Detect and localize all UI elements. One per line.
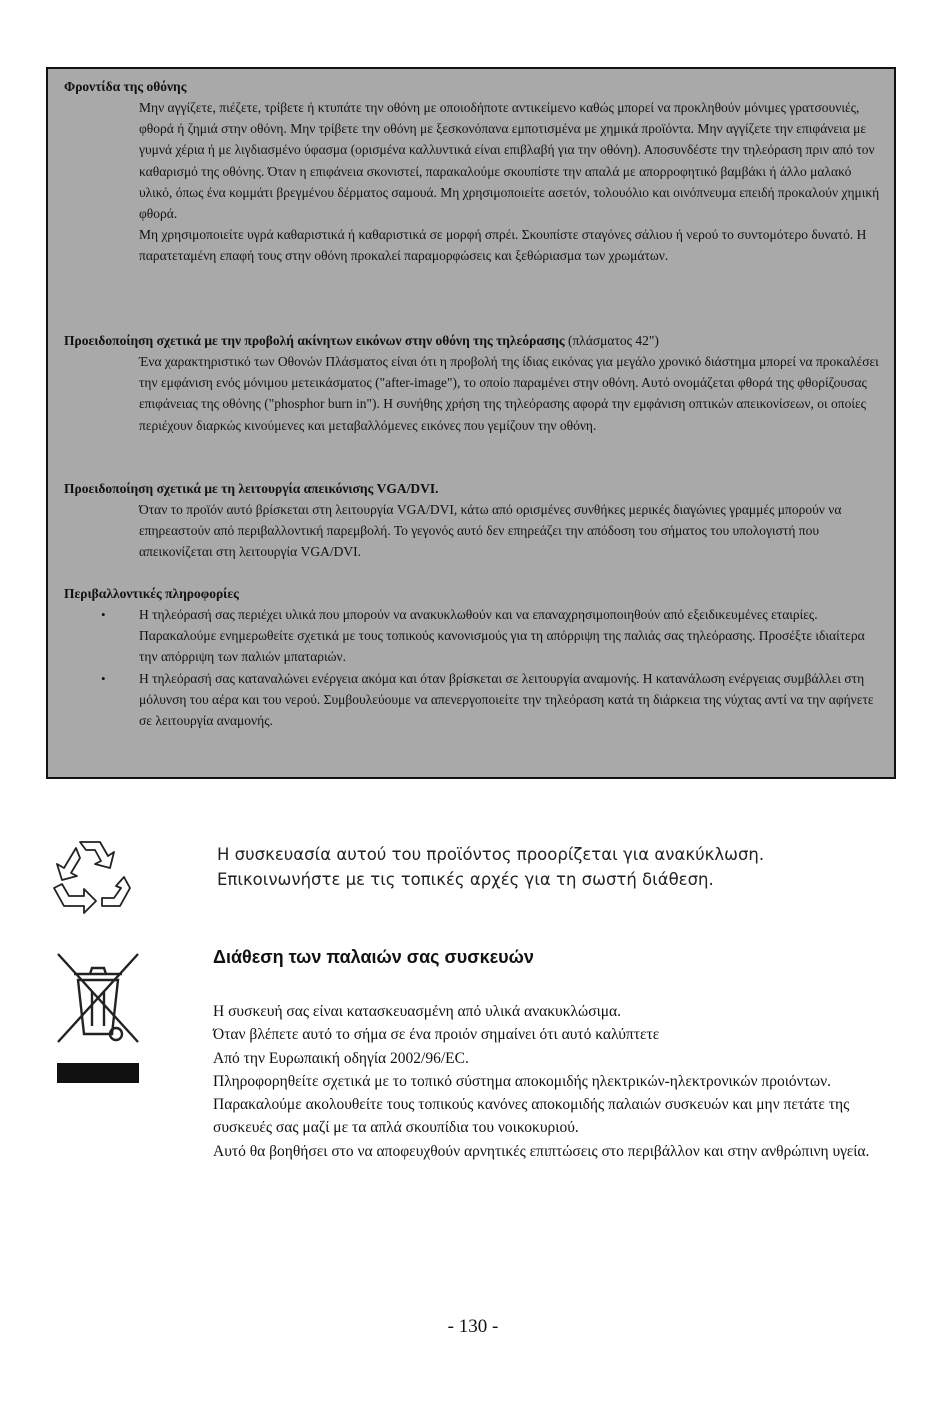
vga-dvi-title: Προειδοποίηση σχετικά με τη λειτουργία απεικόνισης VGA/DVI. [64,481,439,496]
disposal-line-6: Αυτό θα βοηθήσει στο να αποφευχθούν αρνητικές επιπτώσεις στο περιβάλλον και στην ανθρώπινη υγεία. [213,1142,870,1160]
environment-bullet-1: Η τηλεόρασή σας περιέχει υλικά που μπορούν να ανακυκλωθούν και να επαναχρησιμοποιηθούν από εξειδικευμένες εταιρίες. Παρακαλούμε ενημερωθείτε σχετικά με τους τοπικούς κανονισμούς για τη απόρριψη της παλιάς σας τηλεόρασης. Προσέξτε ιδιαίτερα την απόρριψη των παλιών μπαταριών. [139,607,865,665]
screen-care-paragraph-1: Μην αγγίζετε, πιέζετε, τρίβετε ή κτυπάτε την οθόνη με οποιοδήποτε αντικείμενο καθώς μπορεί να προκληθούν μόνιμες γρατσουνιές, φθορά ή ζημιά στην οθόνη. Μην τρίβετε την οθόνη με ξεσκονόπανα εμποτισμένα με χημικά προϊόντα. Μην αγγίζετε την επιφάνεια με γυμνά χέρια ή με λιγδιασμένο ύφασμα (ορισμένα καλλυντικά είναι επιβλαβή για την οθόνη). Αποσυνδέστε την τηλεόραση πριν από τον καθαρισμό της οθόνης. Όταν η επιφάνεια σκονιστεί, παρακαλούμε σκουπίστε την απαλά με απορροφητικό βαμβάκι ή άλλο μαλακό υλικό, όπως ένα κομμάτι βρεγμένου δέρματος σαμουά. Μη χρησιμοποιείτε ασετόν, τολουόλιο και οινόπνευμα επειδή προκαλούν χημική φθορά. [139,100,880,222]
crossed-bin-icon [52,950,142,1085]
disposal-title: Διάθεση των παλαιών σας συσκευών [213,947,534,967]
disposal-line-1: Η συσκευή σας είναι κατασκευασμένη από υλικά ανακυκλώσιμα. [213,1003,622,1020]
disposal-line-4: Πληροφορηθείτε σχετικά με το τοπικό σύστημα αποκομιδής ηλεκτρικών-ηλεκτρονικών προιόντων. [213,1072,831,1090]
disposal-line-5: Παρακαλούμε ακολουθείτε τους τοπικούς κανόνες αποκομιδής παλαιών συσκευών και μην πετάτε της συσκευές σας μαζί με τα απλά σκουπίδια του νοικοκυριού. [213,1096,850,1137]
screen-care-section [64,77,884,267]
recycle-icon [50,836,132,916]
page-number: - 130 - [447,1316,499,1337]
static-images-title [64,331,884,351]
screen-care-title: Φροντίδα της οθόνης [64,79,187,94]
screen-care-paragraph-2: Μη χρησιμοποιείτε υγρά καθαριστικά ή καθαριστικά σε μορφή σπρέι. Σκουπίστε σταγόνες σάλιου ή νερού το συντομότερο δυνατό. Η παρατεταμένη επαφή τους στην οθόνη προκαλεί παραμορφώσεις και ξεθώριασμα των χρωμάτων. [139,227,867,264]
notice-box [46,67,896,779]
bullet-icon: • [101,670,106,686]
vga-dvi-paragraph: Όταν το προϊόν αυτό βρίσκεται στη λειτουργία VGA/DVI, κάτω από ορισμένες συνθήκες μερικές διαγώνιες γραμμές μπορούν να επηρεαστούν από περιβαλλοντική παρεμβολή. Το γεγονός αυτό δεν επηρεάζει την απόδοση του σήματος του υπολογιστή που απεικονίζεται στη λειτουργία VGA/DVI. [139,502,842,560]
disposal-body [213,1000,903,1163]
list-item [101,668,884,732]
static-images-title-suffix: (πλάσματος 42") [567,333,659,348]
recycling-line-2: Επικοινωνήστε με τις τοπικές αρχές για τη σωστή διάθεση. [217,870,714,889]
disposal-line-2: Όταν βλέπετε αυτό το σήμα σε ένα προιόν σημαίνει ότι αυτό καλύπτετε [213,1026,660,1044]
disposal-line-3: Από την Ευρωπαική οδηγία 2002/96/EC. [213,1049,469,1067]
static-images-title-text: Προειδοποίηση σχετικά με την προβολή ακίνητων εικόνων στην οθόνη της τηλεόρασης [64,333,565,348]
environment-list [64,604,884,731]
recycling-text [217,842,764,892]
environment-title: Περιβαλλοντικές πληροφορίες [64,586,239,601]
environment-bullet-2: Η τηλεόρασή σας καταναλώνει ενέργεια ακόμα και όταν βρίσκεται σε λειτουργία αναμονής. Η κατανάλωση ενέργειας συμβάλλει στη μόλυνση του αέρα και του νερού. Συμβουλεύουμε να απενεργοποιείτε την τηλεόραση κατά τη διάρκεια της νύχτας αντί να την αφήνετε σε λειτουργία αναμονής. [139,670,874,729]
bullet-icon: • [101,607,106,622]
environment-section [64,584,884,731]
static-images-section [64,331,884,436]
recycling-line-1: Η συσκευασία αυτού του προϊόντος προορίζεται για ανακύκλωση. [217,845,765,864]
static-images-paragraph: Ένα χαρακτηριστικό των Οθονών Πλάσματος είναι ότι η προβολή της ίδιας εικόνας για μεγάλο χρονικό διάστημα μπορεί να προκαλέσει την εμφάνιση ενός μόνιμου μετεικάσματος ("after-image"), το οποίο παραμένει στην οθόνη. Αυτό ονομάζεται φθορά της φθορίζουσας επιφάνειας της οθόνης ("phosphor burn in"). Η συνήθης χρήση της τηλεόρασης αφορά την εμφάνιση οπτικών απεικονίσεων, οι οποίες περιέχουν διαρκώς κινούμενες και μεταβαλλόμενες εικόνες που γεμίζουν την οθόνη. [139,354,879,433]
list-item [101,604,884,668]
vga-dvi-section [64,479,884,563]
